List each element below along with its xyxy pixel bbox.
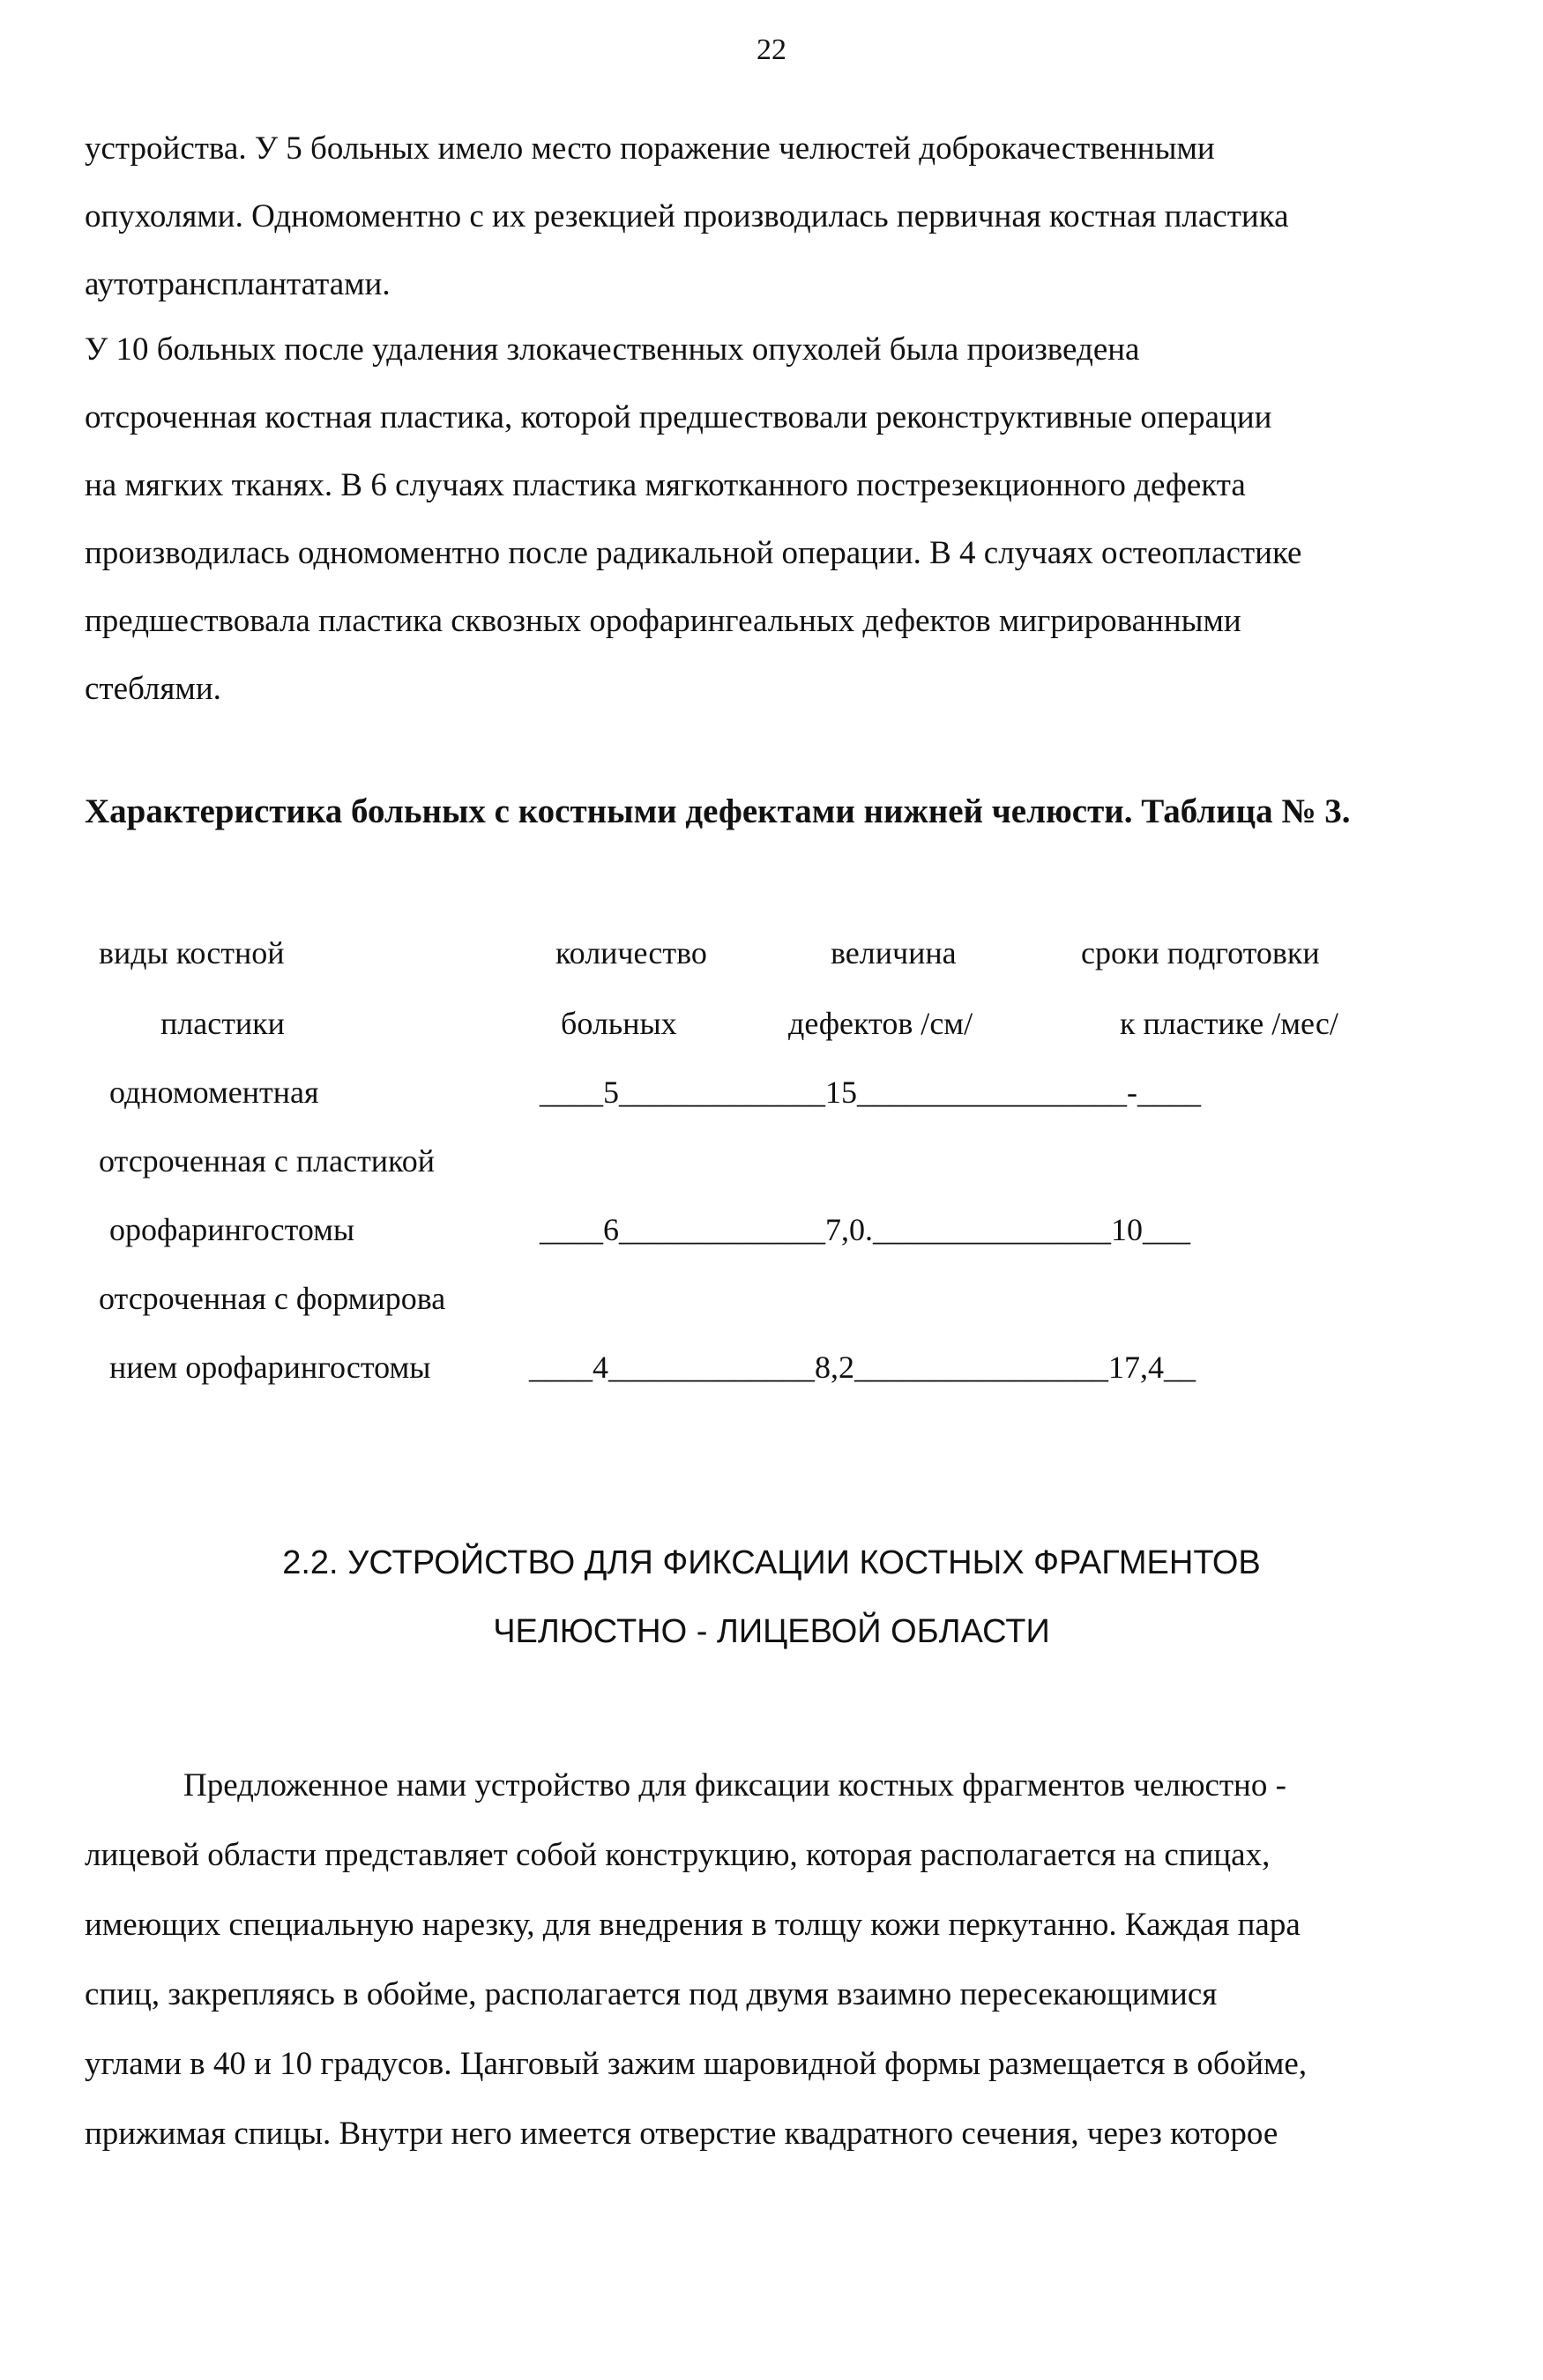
text-line: стеблями. <box>85 671 221 707</box>
text-line: спиц, закрепляясь в обойме, располагается под двумя взаимно пересекающимися <box>85 1976 1218 2012</box>
text-line: устройства. У 5 больных имело место поражение челюстей доброкачественными <box>85 130 1215 167</box>
table-header-term-line2: к пластике /мес/ <box>1120 1006 1338 1041</box>
text-line: имеющих специальную нарезку, для внедрения в толщу кожи перкутанно. Каждая пара <box>85 1907 1301 1943</box>
paragraph-3 <box>85 1751 1469 2168</box>
text-line: на мягких тканях. В 6 случаях пластика мягкотканного пострезекционного дефекта <box>85 467 1246 503</box>
table-header-count-line2: больных <box>561 1006 677 1041</box>
text-line: прижимая спицы. Внутри него имеется отверстие квадратного сечения, через которое <box>85 2116 1278 2152</box>
table-row-2-label-line1: отсроченная с пластикой <box>99 1143 435 1179</box>
table-header-term-line1: сроки подготовки <box>1081 935 1320 971</box>
table-row-1-label: одномоментная <box>109 1075 319 1110</box>
table-title: Характеристика больных с костными дефектами нижней челюсти. Таблица № 3. <box>85 792 1351 830</box>
text-line: опухолями. Одномоментно с их резекцией производилась первичная костная пластика <box>85 198 1289 234</box>
text-line: лицевой области представляет собой конструкцию, которая располагается на спицах, <box>85 1837 1271 1873</box>
table-row-3-label-line2: нием орофарингостомы <box>109 1350 431 1385</box>
text-line: производилась одномоментно после радикальной операции. В 4 случаях остеопластике <box>85 535 1302 571</box>
table-row-2-values: ____6_____________7,0._______________10___ <box>540 1212 1190 1247</box>
text-line: отсроченная костная пластика, которой предшествовали реконструктивные операции <box>85 399 1272 435</box>
text-line: У 10 больных после удаления злокачественных опухолей была произведена <box>85 331 1140 368</box>
table-row-3-values: ____4_____________8,2________________17,4__ <box>529 1350 1196 1385</box>
paragraph-2 <box>85 316 1469 723</box>
text-line: углами в 40 и 10 градусов. Цанговый зажим шаровидной формы размещается в обойме, <box>85 2046 1308 2082</box>
text-line: предшествовала пластика сквозных орофарингеальных дефектов мигрированными <box>85 603 1241 639</box>
page-number: 22 <box>757 33 786 66</box>
table-header-type-line1: виды костной <box>99 935 285 971</box>
table-row-1-values: ____5_____________15_________________-____ <box>540 1075 1201 1110</box>
section-heading-line-1: 2.2. УСТРОЙСТВО ДЛЯ ФИКСАЦИИ КОСТНЫХ ФРАГМЕНТОВ <box>282 1544 1261 1581</box>
paragraph-1 <box>85 115 1469 318</box>
table-row-2-label-line2: орофарингостомы <box>109 1212 355 1247</box>
section-heading-line-2: ЧЕЛЮСТНО - ЛИЦЕВОЙ ОБЛАСТИ <box>493 1613 1050 1650</box>
table-row-3-label-line1: отсроченная с формирова <box>99 1281 446 1316</box>
text-line: Предложенное нами устройство для фиксации костных фрагментов челюстно - <box>183 1767 1286 1804</box>
table-header-size-line2: дефектов /см/ <box>788 1006 973 1041</box>
table-header-count-line1: количество <box>555 935 707 971</box>
table-header-type-line2: пластики <box>160 1006 285 1041</box>
table-header-size-line1: величина <box>831 935 957 971</box>
text-line: аутотрансплантатами. <box>85 266 391 302</box>
